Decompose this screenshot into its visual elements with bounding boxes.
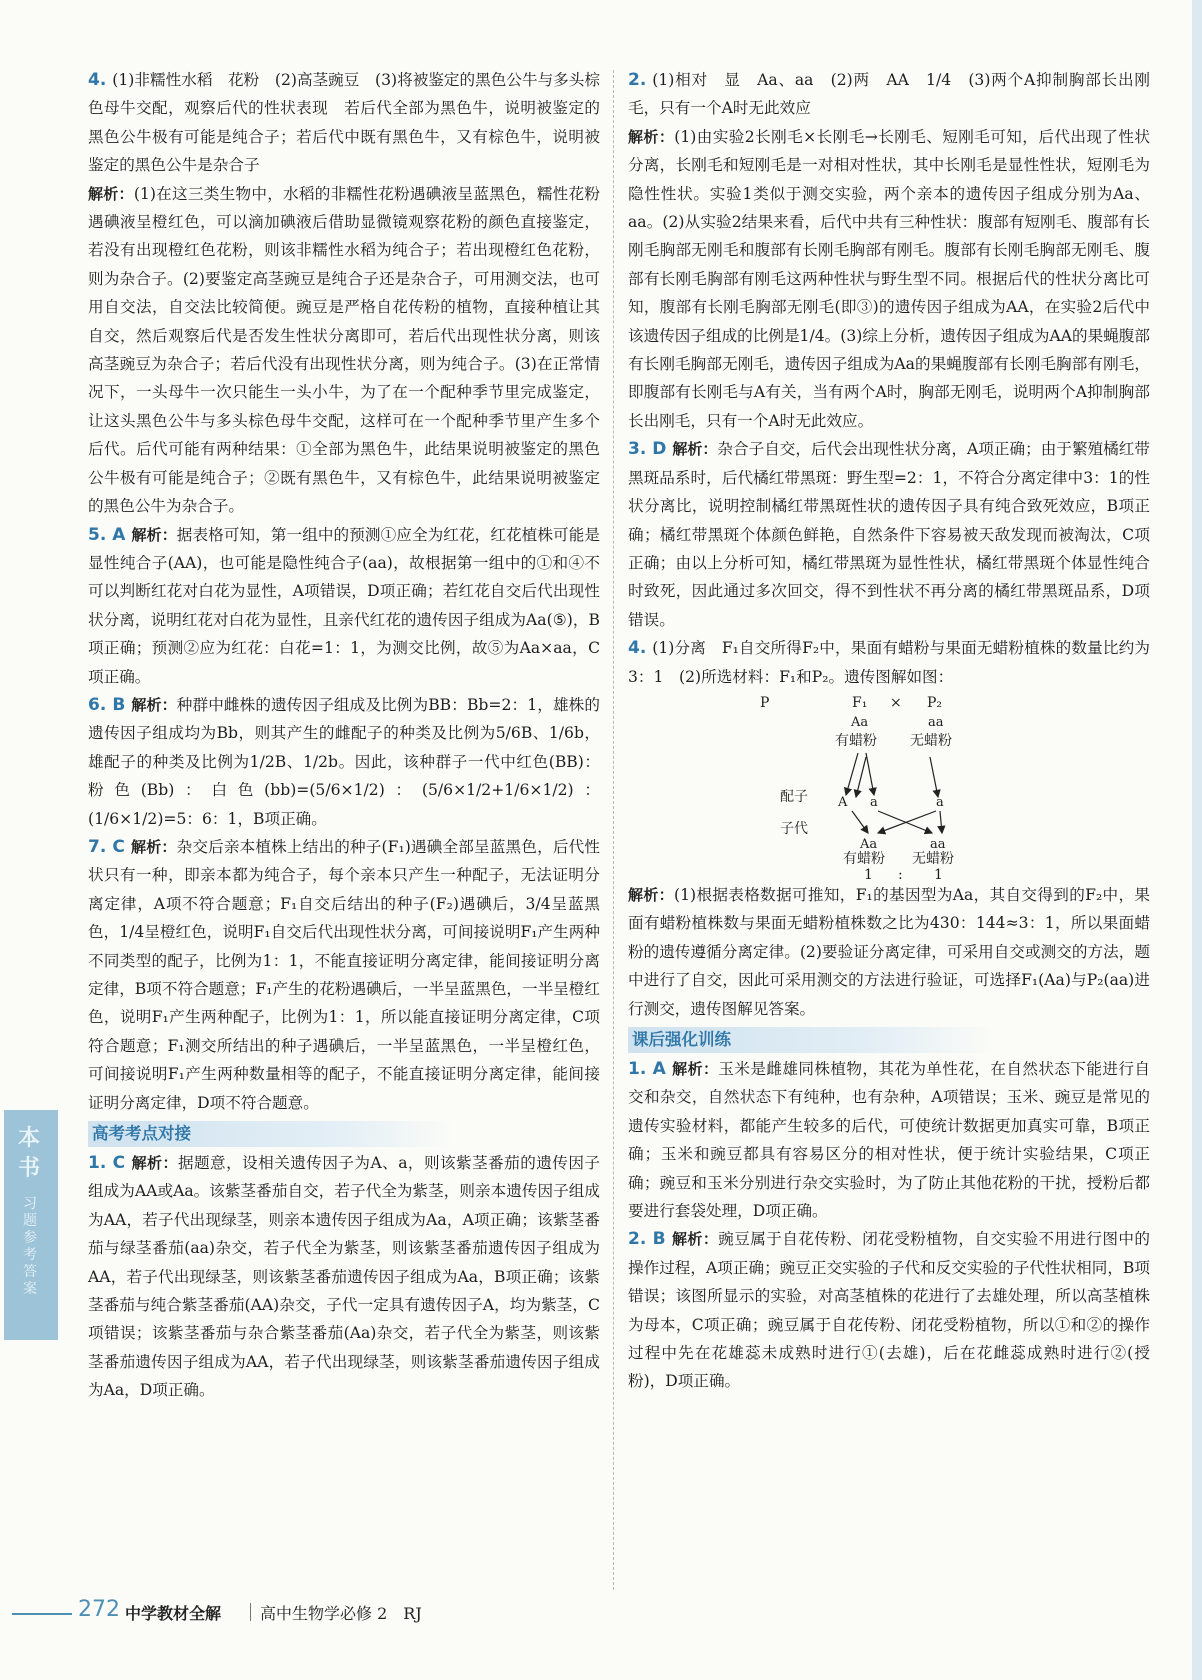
side-tab-subtitle: 习 题 参 考 答 案 <box>23 1196 37 1297</box>
label-offspring: 子代 <box>780 820 808 837</box>
genotype-aa: aa <box>928 714 944 730</box>
analysis-label: 解析： <box>628 885 675 904</box>
ratio-colon: : <box>898 866 903 883</box>
answer-after-1 <box>628 1055 1150 1225</box>
answer-gaokao-1 <box>88 1149 600 1405</box>
question-number: 1. C <box>88 1153 126 1174</box>
ratio-2: 1 <box>934 866 943 883</box>
question-number: 4. <box>88 70 107 90</box>
label-P: P <box>760 694 770 711</box>
question-number: 7. C <box>88 836 125 857</box>
analysis-label: 解析： <box>131 1154 178 1173</box>
label-gamete: 配子 <box>780 788 808 805</box>
question-number: 2. B <box>628 1229 666 1250</box>
phenotype-no-wax: 无蜡粉 <box>910 732 952 749</box>
gamete-a-2: a <box>936 794 944 810</box>
analysis-label: 解析： <box>131 695 177 714</box>
analysis-text: 据表格可知，第一组中的预测①应全为红花，红花植株可能是显性纯合子(AA)，也可能是隐性纯合子(aa)，故根据第一组中的①和④不可以判断红花对白花为显性，A项错误，D项正确；若红花自交后代出现性状分离，说明红花对白花为显性，且亲代红花的遗传因子组成为Aa(⑤)，B项正确；预测②应为红花：白花=1：1，为测交比例，故⑤为Aa×aa，C项正确。 <box>88 525 600 686</box>
answer-left-4 <box>88 66 600 180</box>
label-F1: F₁ <box>852 694 868 711</box>
page-number: 272 <box>78 1597 120 1622</box>
question-number: 2. <box>628 70 647 90</box>
analysis-text: 种群中雌株的遗传因子组成及比例为BB：Bb=2：1，雄株的遗传因子组成均为Bb，则其产生的雌配子的种类及比例为5/6B、1/6b，雄配子的种类及比例为1/2B、1/2b。因此，该种群子一代中红色(BB)：粉色(Bb)：白色(bb)=(5/6×1/2)：(5/6×1/2+1/6×1/2)：(1/6×1/2)=5：6：1，B项正确。 <box>88 695 600 828</box>
section-header-gaokao: 高考考点对接 <box>88 1121 452 1147</box>
answer-text: (1)非糯性水稻 花粉 (2)高茎豌豆 (3)将被鉴定的黑色公牛与多头棕色母牛交配，观察后代的性状表现 若后代全部为黑色牛，说明被鉴定的黑色公牛极有可能是纯合子；若后代中既有黑色牛，又有棕色牛，说明被鉴定的黑色公牛是杂合子 <box>88 71 600 175</box>
left-column <box>88 66 600 1405</box>
offspring-no-wax: 无蜡粉 <box>912 850 954 867</box>
analysis-text: 杂合子自交，后代会出现性状分离，A项正确；由于繁殖橘红带黑斑品系时，后代橘红带黑斑：野生型=2：1，不符合分离定律中3：1的性状分离比，说明控制橘红带黑斑性状的遗传因子具有纯合致死效应，B项正确；橘红带黑斑个体颜色鲜艳，自然条件下容易被天敌发现而被淘汰，C项正确；由以上分析可知，橘红带黑斑为显性性状，橘红带黑斑个体显性纯合时致死，因此通过多次回交，得不到性状不再分离的橘红带黑斑品系，D项错误。 <box>628 440 1150 629</box>
analysis-label: 解析： <box>628 127 675 146</box>
subject-label: 高中生物学必修 2 RJ <box>260 1604 422 1623</box>
footer-rule <box>12 1613 72 1615</box>
answer-left-5 <box>88 521 600 691</box>
column-divider <box>613 70 615 1590</box>
analysis-label: 解析： <box>671 1059 719 1078</box>
analysis-label: 解析： <box>672 440 718 459</box>
analysis-right-2 <box>628 123 1150 435</box>
question-number: 6. B <box>88 694 126 715</box>
question-number: 5. A <box>88 524 126 545</box>
analysis-label: 解析： <box>131 525 177 544</box>
answer-right-4 <box>628 634 1150 691</box>
analysis-text: 据题意，设相关遗传因子为A、a，则该紫茎番茄的遗传因子组成为AA或Aa。该紫茎番茄自交，若子代全为紫茎，则亲本遗传因子组成为AA，若子代出现绿茎，则亲本遗传因子组成为Aa，A项正确；该紫茎番茄与绿茎番茄(aa)杂交，若子代全为紫茎，则该紫茎番茄遗传因子组成为AA，若子代出现绿茎，则该紫茎番茄遗传因子组成为Aa，B项正确；该紫茎番茄与纯合紫茎番茄(AA)杂交，子代一定具有遗传因子A，均为紫茎，C项错误；该紫茎番茄与杂合紫茎番茄(Aa)杂交，若子代全为紫茎，则该紫茎番茄遗传因子组成为AA，若子代出现绿茎，则该紫茎番茄遗传因子组成为Aa，D项正确。 <box>88 1154 600 1400</box>
right-column <box>628 66 1150 1396</box>
page-footer <box>0 1597 560 1625</box>
genetic-cross-diagram <box>640 691 1000 881</box>
answer-text: (1)分离 F₁自交所得F₂中，果面有蜡粉与果面无蜡粉植株的数量比约为3：1 (2)所选材料：F₁和P₂。遗传图解如图： <box>628 639 1150 686</box>
arrow-Aa-to-a <box>866 753 874 795</box>
ratio-1: 1 <box>864 866 873 883</box>
gamete-a: a <box>870 794 878 810</box>
answer-right-2 <box>628 66 1150 123</box>
analysis-label: 解析： <box>130 837 177 856</box>
question-number: 1. A <box>628 1058 666 1079</box>
answer-left-7 <box>88 833 600 1117</box>
gamete-A: A <box>838 794 848 810</box>
analysis-text: (1)由实验2长刚毛×长刚毛→长刚毛、短刚毛可知，后代出现了性状分离，长刚毛和短刚毛是一对相对性状，其中长刚毛是显性性状，短刚毛为隐性性状。实验1类似于测交实验，两个亲本的遗传因子组成分别为Aa、aa。(2)从实验2结果来看，后代中共有三种性状：腹部有短刚毛、腹部有长刚毛胸部无刚毛和腹部有长刚毛胸部有刚毛。腹部有长刚毛胸部无刚毛、腹部有长刚毛胸部有刚毛这两种性状与野生型不同。根据后代的性状分离比可知，腹部有长刚毛胸部无刚毛(即③)的遗传因子组成为AA，在实验2后代中该遗传因子组成的比例是1/4。(3)综上分析，遗传因子组成为AA的果蝇腹部有长刚毛胸部无刚毛，遗传因子组成为Aa的果蝇腹部有长刚毛胸部有刚毛，即腹部有长刚毛与A有关，当有两个A时，胸部无刚毛，说明两个A抑制胸部长出刚毛，只有一个A时无此效应。 <box>628 127 1150 430</box>
analysis-text: 豌豆属于自花传粉、闭花受粉植物，自交实验不用进行图中的操作过程，A项正确；豌豆正交实验的子代和反交实验的子代性状相同，B项错误；该图所显示的实验，对高茎植株的花进行了去雄处理，所以高茎植株为母本，C项正确；豌豆属于自花传粉、闭花受粉植物，所以①和②的操作过程中先在花雄蕊未成熟时进行①(去雄)，后在花雌蕊成熟时进行②(授粉)，D项正确。 <box>628 1230 1150 1391</box>
answer-after-2 <box>628 1225 1150 1395</box>
analysis-text: (1)在这三类生物中，水稻的非糯性花粉遇碘液呈蓝黑色，糯性花粉遇碘液呈橙红色，可以滴加碘液后借助显微镜观察花粉的颜色直接鉴定，若没有出现橙红色花粉，则该非糯性水稻为纯合子；若出现橙红色花粉，则为杂合子。(2)要鉴定高茎豌豆是纯合子还是杂合子，可用测交法，也可用自交法，自交法比较简便。豌豆是严格自花传粉的植物，直接种植让其自交，然后观察后代是否发生性状分离即可，若后代出现性状分离，则该高茎豌豆为杂合子；若后代没有出现性状分离，则为纯合子。(3)在正常情况下，一头母牛一次只能生一头小牛，为了在一个配种季节里完成鉴定，让这头黑色公牛与多头棕色母牛交配，这样可在一个配种季节里产生多个后代。后代可能有两种结果：①全部为黑色牛，此结果说明被鉴定的黑色公牛极有可能是纯合子；②既有黑色牛，又有棕色牛，此结果说明被鉴定的黑色公牛为杂合子。 <box>88 184 600 516</box>
answer-text: (1)相对 显 Aa、aa (2)两 AA 1/4 (3)两个A抑制胸部长出刚毛，只有一个A时无此效应 <box>628 71 1150 118</box>
analysis-label: 解析： <box>88 184 134 203</box>
analysis-text: 杂交后亲本植株上结出的种子(F₁)遇碘全部呈蓝黑色，后代性状只有一种，即亲本都为纯合子，每个亲本只产生一种配子，无法证明分离定律，A项不符合题意；F₁自交后结出的种子(F₂)遇碘后，3/4呈蓝黑色，1/4呈橙红色，说明F₁自交后代出现性状分离，可间接说明F₁产生两种不同类型的配子，比例为1：1，不能直接证明分离定律，能间接证明分离定律，B项不符合题意；F₁产生的花粉遇碘后，一半呈蓝黑色，一半呈橙红色，说明F₁产生两种配子，比例为1：1，所以能直接证明分离定律，C项符合题意；F₁测交所结出的种子遇碘后，一半呈蓝黑色，一半呈橙红色，可间接说明F₁产生两种数量相等的配子，不能直接证明分离定律，能间接证明分离定律，D项不符合题意。 <box>88 837 600 1112</box>
book-title: 中学教材全解 <box>125 1604 222 1623</box>
label-cross: × <box>890 694 902 711</box>
answer-right-3 <box>628 435 1150 634</box>
page-edge <box>1192 0 1202 1680</box>
analysis-label: 解析： <box>671 1230 719 1249</box>
question-number: 3. D <box>628 439 667 460</box>
side-tab-title: 本 书 <box>17 1126 40 1181</box>
footer-separator <box>250 1603 251 1621</box>
question-number: 4. <box>628 638 647 659</box>
section-header-after-class: 课后强化训练 <box>628 1027 992 1053</box>
analysis-text: 玉米是雌雄同株植物，其花为单性花，在自然状态下能进行自交和杂交，自然状态下有纯种，也有杂种，A项错误；玉米、豌豆是常见的遗传实验材料，都能产生较多的后代，可使统计数据更加真实可靠，B项正确；玉米和豌豆都具有容易区分的相对性状，便于统计实验结果，C项正确；豌豆和玉米分别进行杂交实验时，为了防止其他花粉的干扰，授粉后都要进行套袋处理，D项正确。 <box>628 1059 1150 1220</box>
offspring-has-wax: 有蜡粉 <box>843 850 885 867</box>
answer-left-6 <box>88 691 600 833</box>
analysis-left-4 <box>88 180 600 521</box>
genotype-Aa: Aa <box>851 714 869 730</box>
phenotype-has-wax: 有蜡粉 <box>835 732 877 749</box>
offspring-Aa: Aa <box>860 836 878 852</box>
label-P2: P₂ <box>927 694 943 711</box>
analysis-text: (1)根据表格数据可推知，F₁的基因型为Aa，其自交得到的F₂中，果面有蜡粉植株数与果面无蜡粉植株数之比为430：144≈3：1，所以果面蜡粉的遗传遵循分离定律。(2)要验证分离定律，可采用自交或测交的方法，题中进行了自交，因此可采用测交的方法进行验证，可选择F₁(Aa)与P₂(aa)进行测交，遗传图解见答案。 <box>628 885 1150 1018</box>
analysis-right-4 <box>628 881 1150 1023</box>
side-tab <box>4 1110 58 1340</box>
offspring-aa: aa <box>930 836 946 852</box>
arrow-Aa-to-A <box>846 753 858 795</box>
